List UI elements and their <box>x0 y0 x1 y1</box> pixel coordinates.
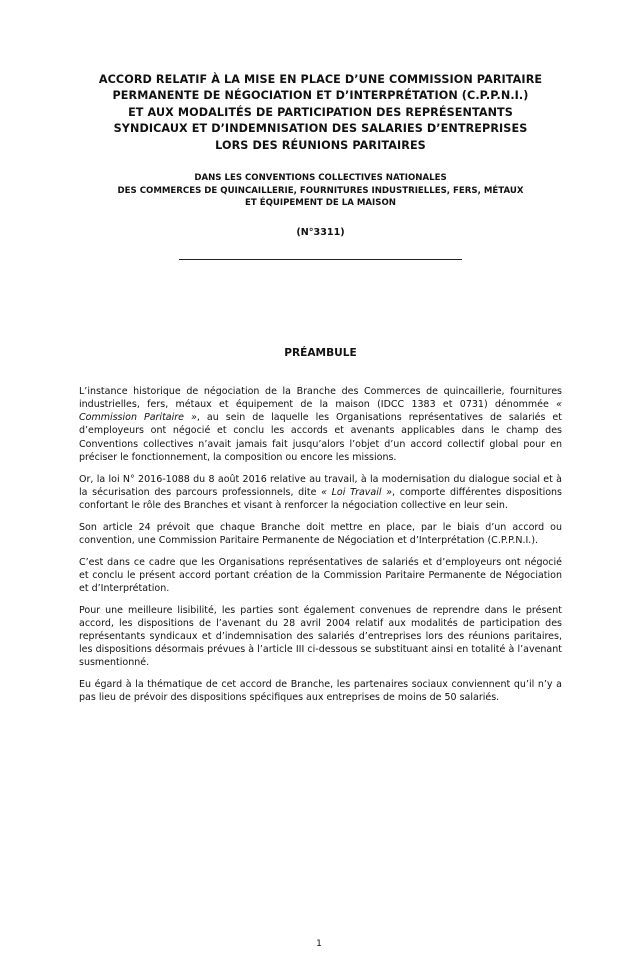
title-line: ACCORD RELATIF À LA MISE EN PLACE D’UNE COMMISSION PARITAIRE <box>98 73 543 86</box>
title-line: SYNDICAUX ET D’INDEMNISATION DES SALARIES D’ENTREPRISES <box>113 122 528 136</box>
paragraph: C’est dans ce cadre que les Organisations représentatives de salariés et d’employeurs ont négocié et conclu le présent accord portant création de la Commission Paritaire Permanente de Négociation et d’Interprétation. <box>79 556 562 594</box>
paragraph-text: , au sein de laquelle les Organisations représentatives de salariés et d’employeurs ont négocié et conclu les accords et avenants applicables dans le champ des Conventions collectives n’avait jamais fait jusqu’alors l’objet d’un accord collectif global pour en préciser le fonctionnement, la composition ou encore les missions. <box>79 412 562 463</box>
document-page <box>0 72 638 975</box>
agreement-number: (N°3311) <box>296 226 345 238</box>
document-subtitle <box>73 172 568 210</box>
subtitle-line: ET ÉQUIPEMENT DE LA MAISON <box>245 198 396 209</box>
paragraph: Son article 24 prévoit que chaque Branche doit mettre en place, par le biais d’un accord ou convention, une Commission Paritaire Permanente de Négociation et d’Interprétation (C.P.P.N.I.). <box>79 521 562 546</box>
paragraph <box>79 385 562 464</box>
paragraph: Eu égard à la thématique de cet accord de Branche, les partenaires sociaux conviennent qu’il n’y a pas lieu de prévoir des dispositions spécifiques aux entreprises de moins de 50 salariés. <box>79 679 562 704</box>
title-line: LORS DES RÉUNIONS PARITAIRES <box>215 138 426 152</box>
title-line: PERMANENTE DE NÉGOCIATION ET D’INTERPRÉTATION (C.P.P.N.I.) <box>112 89 529 103</box>
paragraph-quote: « Commission Paritaire » <box>79 399 562 424</box>
paragraph-text: , comporte différentes dispositions confortant le rôle des Branches et visant à renforcer la négociation collective en leur sein. <box>79 486 562 511</box>
document-title <box>79 72 562 154</box>
paragraph: Pour une meilleure lisibilité, les parties sont également convenues de reprendre dans le présent accord, les dispositions de l’avenant du 28 avril 2004 relatif aux modalités de participation des représentants syndicaux et d’indemnisation des salariés d’entreprises lors des réunions paritaires, les dispositions désormais prévues à l’article III ci-dessous se substituant ainsi en totalité à l’avenant susmentionné. <box>79 604 562 669</box>
paragraph-text: L’instance historique de négociation de la Branche des Commerces de quincaillerie, fournitures industrielles, fers, métaux et équipement de la maison (IDCC 1383 et 0731) dénommée <box>79 385 562 411</box>
subtitle-line: DES COMMERCES DE QUINCAILLERIE, FOURNITURES INDUSTRIELLES, FERS, MÉTAUX <box>117 185 524 196</box>
subtitle-line: DANS LES CONVENTIONS COLLECTIVES NATIONALES <box>194 173 447 184</box>
paragraph-quote: « Loi Travail » <box>321 486 393 498</box>
paragraph-text: Or, la loi N° 2016-1088 du 8 août 2016 relative au travail, à la modernisation du dialogue social et à la sécurisation des parcours professionnels, dite <box>79 473 562 498</box>
section-heading: PRÉAMBULE <box>284 346 357 359</box>
page-number: 1 <box>316 939 322 949</box>
title-line: ET AUX MODALITÉS DE PARTICIPATION DES REPRÉSENTANTS <box>128 105 513 119</box>
preamble-body <box>79 385 562 705</box>
paragraph <box>79 473 562 513</box>
separator-rule <box>179 251 462 260</box>
